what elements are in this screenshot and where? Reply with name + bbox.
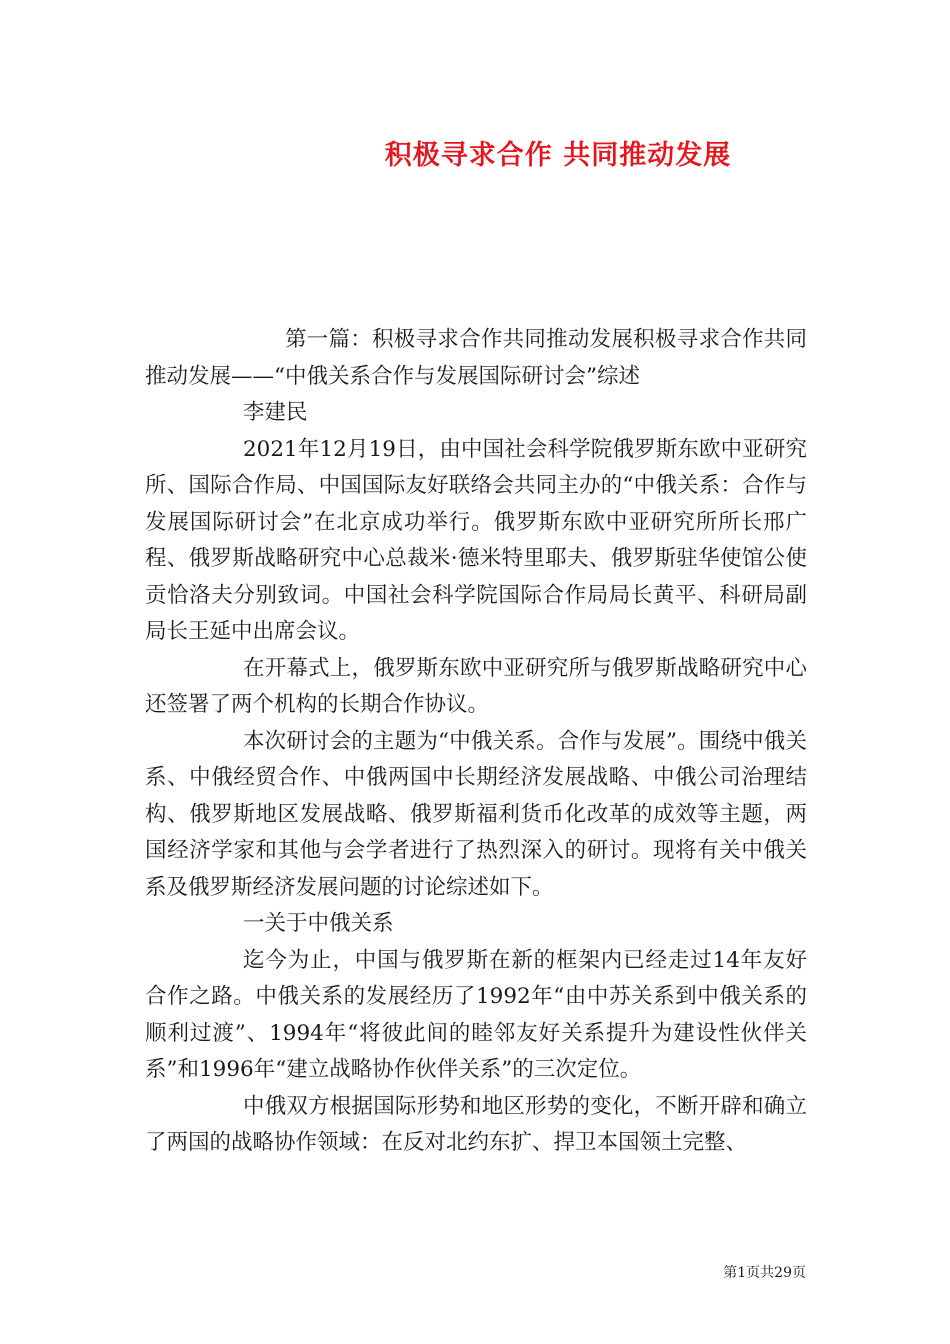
document-title: 积极寻求合作 共同推动发展 [384, 140, 732, 171]
body-paragraph: 2021年12月19日，由中国社会科学院俄罗斯东欧中亚研究所、国际合作局、中国国际友好联络会共同主办的“中俄关系：合作与发展国际研讨会”在北京成功举行。俄罗斯东欧中亚研究所所长邢广程、俄罗斯战略研究中心总裁米·德米特里耶夫、俄罗斯驻华使馆公使贡恰洛夫分别致词。中国社会科学院国际合作局局长黄平、科研局副局长王延中出席会议。 [145, 436, 807, 644]
author-name: 李建民 [243, 400, 308, 425]
body-paragraph: 中俄双方根据国际形势和地区形势的变化，不断开辟和确立了两国的战略协作领域：在反对北约东扩、捍卫本国领土完整、 [145, 1093, 807, 1155]
body-paragraph: 迄今为止，中国与俄罗斯在新的框架内已经走过14年友好合作之路。中俄关系的发展经历了1992年“由中苏关系到中俄关系的顺利过渡”、1994年“将彼此间的睦邻友好关系提升为建设性伙伴关系”和1996年“建立战略协作伙伴关系”的三次定位。 [145, 947, 807, 1082]
page-footer: 第1页共29页 [723, 1265, 806, 1281]
document-body [145, 322, 807, 1162]
intro-paragraph: 第一篇：积极寻求合作共同推动发展积极寻求合作共同推动发展——“中俄关系合作与发展国际研讨会”综述 [145, 327, 807, 389]
body-paragraph: 在开幕式上，俄罗斯东欧中亚研究所与俄罗斯战略研究中心还签署了两个机构的长期合作协议。 [145, 655, 807, 717]
section-heading: 一关于中俄关系 [243, 911, 394, 936]
body-paragraph: 本次研讨会的主题为“中俄关系。合作与发展”。围绕中俄关系、中俄经贸合作、中俄两国中长期经济发展战略、中俄公司治理结构、俄罗斯地区发展战略、俄罗斯福利货币化改革的成效等主题，两国经济学家和其他与会学者进行了热烈深入的研讨。现将有关中俄关系及俄罗斯经济发展问题的讨论综述如下。 [145, 728, 807, 900]
